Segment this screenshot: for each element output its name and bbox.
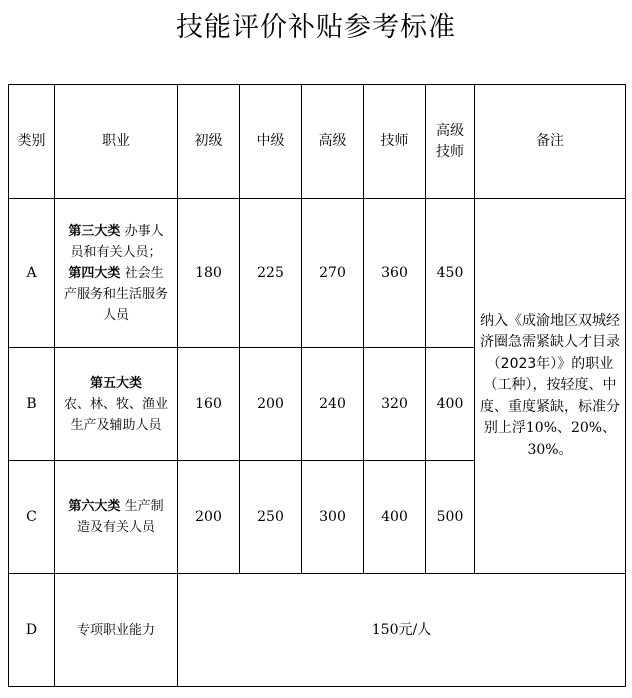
- row-technician: 400: [364, 461, 426, 574]
- row-senior: 240: [302, 348, 364, 461]
- header-intermediate: 中级: [240, 85, 302, 199]
- special-category: D: [9, 574, 55, 687]
- row-intermediate: 250: [240, 461, 302, 574]
- header-occupation: 职业: [55, 85, 178, 199]
- header-row: [9, 85, 626, 199]
- special-amount: 150元/人: [178, 574, 626, 687]
- header-remarks: 备注: [475, 85, 626, 199]
- row-junior: 160: [178, 348, 240, 461]
- header-senior-technician: 高级技师: [426, 85, 475, 199]
- header-senior: 高级: [302, 85, 364, 199]
- row-occupation: 第六大类 生产制造及有关人员: [55, 461, 178, 574]
- subsidy-table: [8, 84, 626, 687]
- row-category: C: [9, 461, 55, 574]
- table-row: [9, 199, 626, 348]
- special-occupation: 专项职业能力: [55, 574, 178, 687]
- row-intermediate: 225: [240, 199, 302, 348]
- row-senior: 270: [302, 199, 364, 348]
- row-senior-technician: 400: [426, 348, 475, 461]
- row-junior: 200: [178, 461, 240, 574]
- row-occupation: 第五大类 农、林、牧、渔业生产及辅助人员: [55, 348, 178, 461]
- row-category: B: [9, 348, 55, 461]
- row-technician: 320: [364, 348, 426, 461]
- page-title: 技能评价补贴参考标准: [176, 12, 456, 43]
- row-technician: 360: [364, 199, 426, 348]
- row-senior: 300: [302, 461, 364, 574]
- header-junior: 初级: [178, 85, 240, 199]
- row-senior-technician: 500: [426, 461, 475, 574]
- row-category: A: [9, 199, 55, 348]
- row-intermediate: 200: [240, 348, 302, 461]
- row-occupation: 第三大类 办事人员和有关人员； 第四大类 社会生产服务和生活服务人员: [55, 199, 178, 348]
- row-senior-technician: 450: [426, 199, 475, 348]
- row-junior: 180: [178, 199, 240, 348]
- header-technician: 技师: [364, 85, 426, 199]
- header-category: 类别: [9, 85, 55, 199]
- special-row: [9, 574, 626, 687]
- remark-cell: 纳入《成渝地区双城经济圈急需紧缺人才目录（2023年）》的职业（工种），按轻度、中度、重度紧缺，标准分别上浮10%、20%、30%。: [475, 199, 626, 574]
